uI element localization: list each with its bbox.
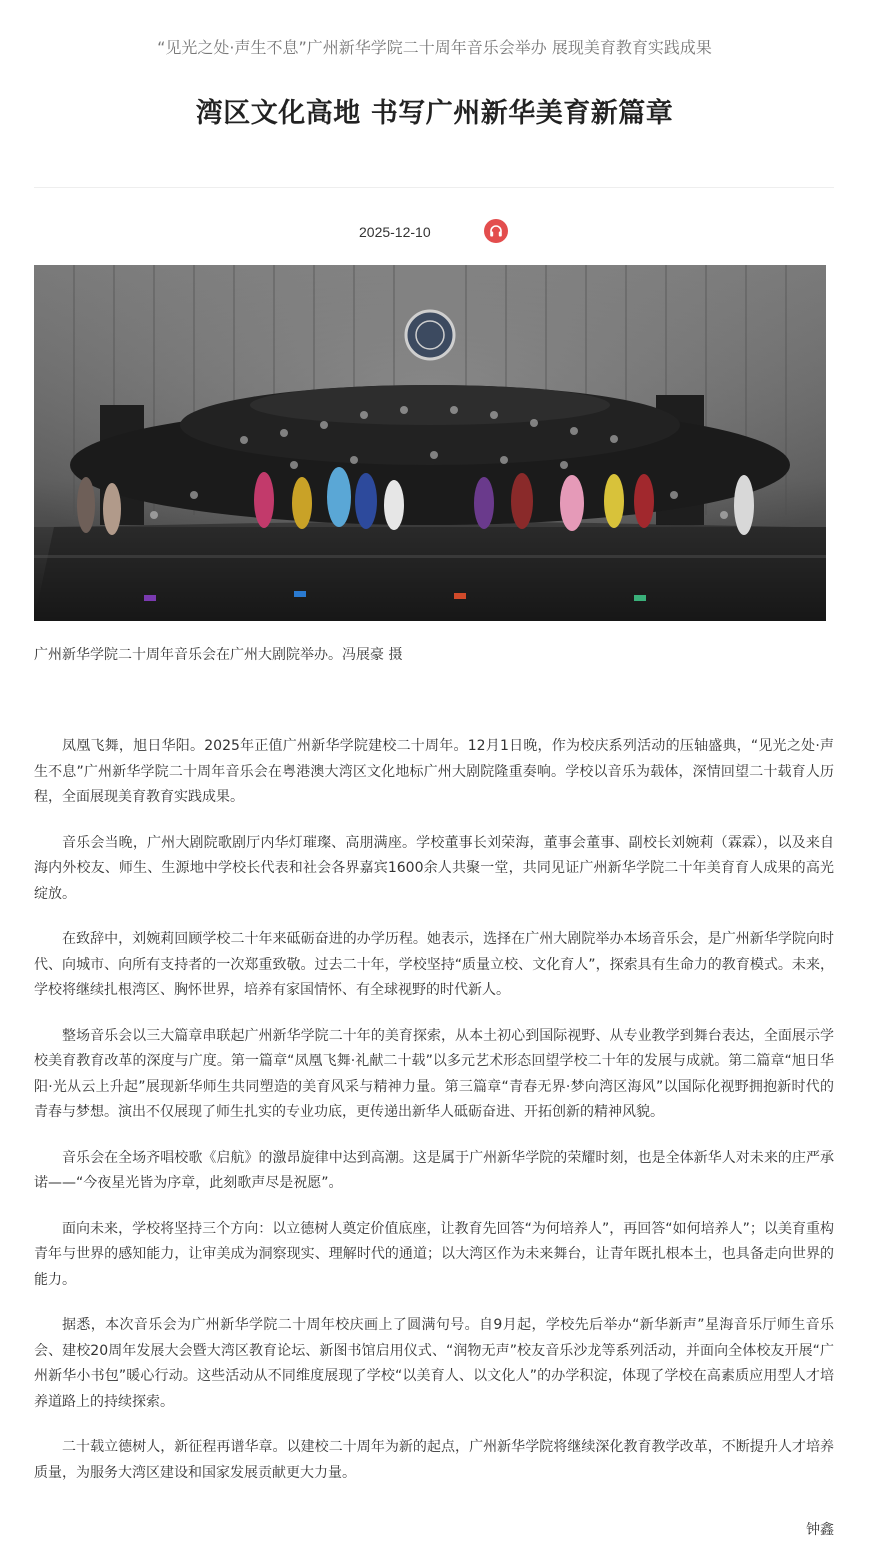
paragraph: 音乐会在全场齐唱校歌《启航》的激昂旋律中达到高潮。这是属于广州新华学院的荣耀时刻，也是全体新华人对未来的庄严承诺——“今夜星光皆为序章，此刻歌声尽是祝愿”。 [34,1149,834,1191]
header-divider [34,187,834,188]
paragraph: 据悉，本次音乐会为广州新华学院二十周年校庆画上了圆满句号。自9月起，学校先后举办“新华新声”星海音乐厅师生音乐会、建校20周年发展大会暨大湾区教育论坛、新图书馆启用仪式、“润物无声”校友音乐沙龙等系列活动，并面向全体校友开展“广州新华小书包”暖心行动。这些活动从不同维度展现了学校“以美育人、以文化人”的办学积淀，体现了学校在高素质应用型人才培养道路上的持续探索。 [34,1317,834,1410]
publish-date: 2025-12-10 [359,224,431,240]
audio-play-button[interactable] [484,219,508,243]
headphones-icon [489,224,503,238]
concert-group-photo [34,265,826,621]
author-name: 钟鑫 [806,1522,834,1538]
paragraph: 凤凰飞舞，旭日华阳。2025年正值广州新华学院建校二十周年。12月1日晚，作为校庆系列活动的压轴盛典，“见光之处·声生不息”广州新华学院二十周年音乐会在粤港澳大湾区文化地标广州大剧院隆重奏响。学校以音乐为载体，深情回望二十载育人历程，全面展现美育教育实践成果。 [34,738,834,805]
article-title: 湾区文化高地 书写广州新华美育新篇章 [195,98,674,129]
article-body [34,734,834,1506]
paragraph: 在致辞中，刘婉莉回顾学校二十年来砥砺奋进的办学历程。她表示，选择在广州大剧院举办本场音乐会，是广州新华学院向时代、向城市、向所有支持者的一次郑重致敬。过去二十年，学校坚持“质量立校、文化育人”，探索具有生命力的教育模式。未来，学校将继续扎根湾区、胸怀世界，培养有家国情怀、有全球视野的时代新人。 [34,931,834,998]
paragraph: 音乐会当晚，广州大剧院歌剧厅内华灯璀璨、高朋满座。学校董事长刘荣海，董事会董事、副校长刘婉莉（霖霖），以及来自海内外校友、师生、生源地中学校长代表和社会各界嘉宾1600余人共聚一堂，共同见证广州新华学院二十年美育育人成果的高光绽放。 [34,834,834,902]
paragraph: 二十载立德树人，新征程再谱华章。以建校二十周年为新的起点，广州新华学院将继续深化教育教学改革，不断提升人才培养质量，为服务大湾区建设和国家发展贡献更大力量。 [34,1439,834,1481]
paragraph: 面向未来，学校将坚持三个方向：以立德树人奠定价值底座，让教育先回答“为何培养人”，再回答“如何培养人”；以美育重构青年与世界的感知能力，让审美成为洞察现实、理解时代的通道；以大湾区作为未来舞台，让青年既扎根本土，也具备走向世界的能力。 [34,1220,834,1288]
paragraph: 整场音乐会以三大篇章串联起广州新华学院二十年的美育探索，从本土初心到国际视野、从专业教学到舞台表达，全面展示学校美育教育改革的深度与广度。第一篇章“凤凰飞舞·礼献二十载”以多元艺术形态回望学校二十年的发展与成就。第二篇章“旭日华阳·光从云上升起”展现新华师生共同塑造的美育风采与精神力量。第三篇章“青春无界·梦向湾区海风”以国际化视野拥抱新时代的青春与梦想。演出不仅展现了师生扎实的专业功底，更传递出新华人砥砺奋进、开拓创新的精神风貌。 [34,1027,834,1120]
photo-caption: 广州新华学院二十周年音乐会在广州大剧院举办。冯展豪 摄 [34,647,403,663]
article-subtitle: “见光之处·声生不息”广州新华学院二十周年音乐会举办 展现美育教育实践成果 [157,38,712,57]
